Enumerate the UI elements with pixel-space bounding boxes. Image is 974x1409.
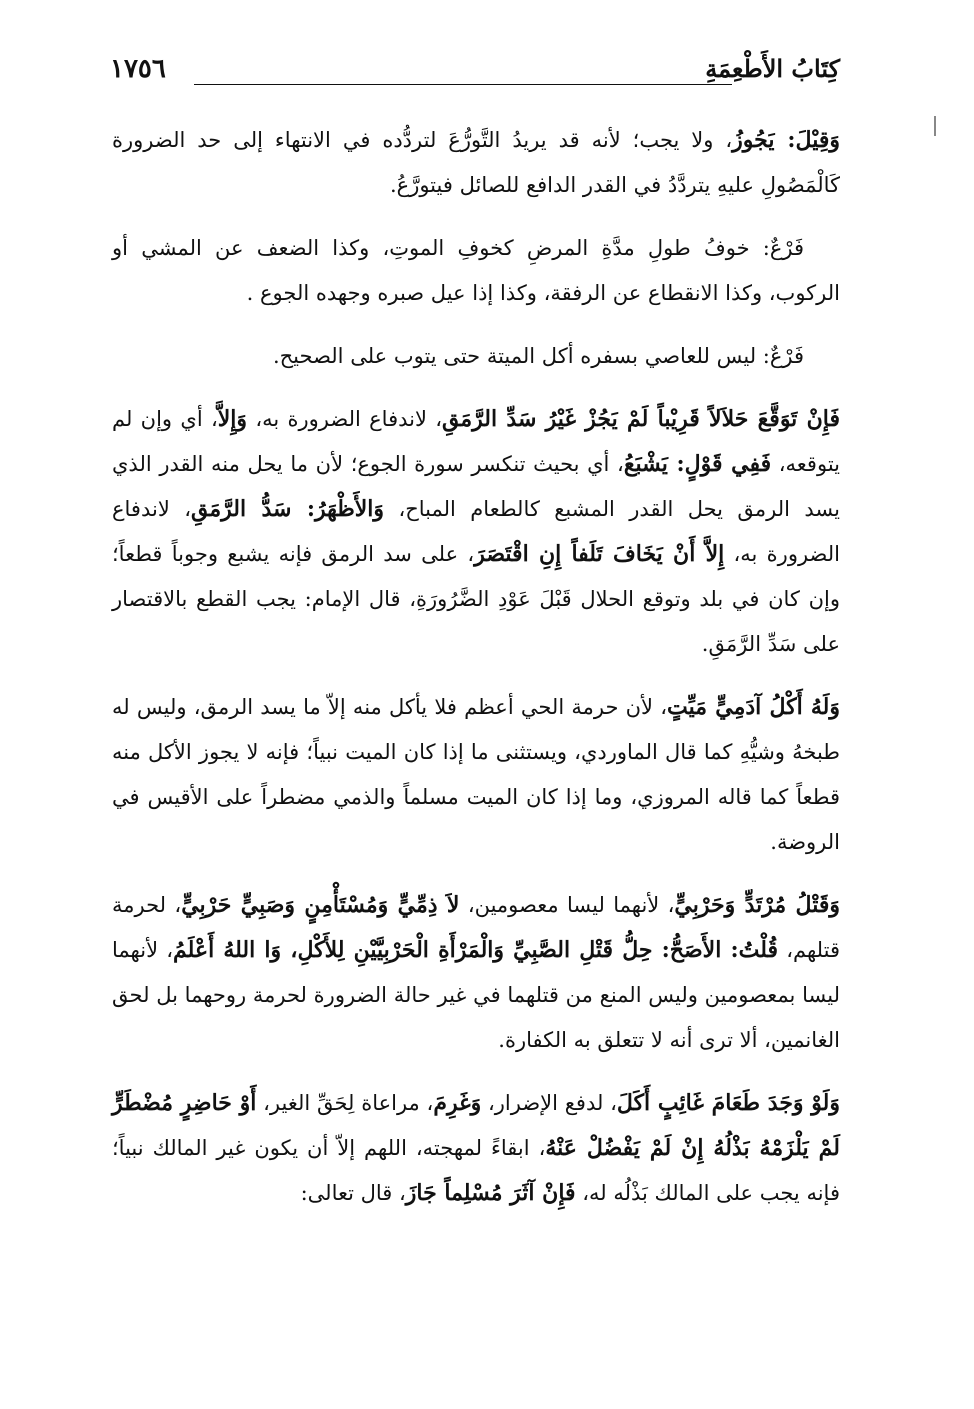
matn-text: وَغَرِمَ [433, 1090, 482, 1116]
running-title: كِتَابُ الأَطْعِمَةِ [705, 54, 840, 83]
page-number: ١٧٥٦ [110, 54, 166, 84]
matn-text: أَوْ حَاضِرٍ مُضْطَرٍّ لَمْ يَلْزَمْهُ بَذْلُهُ إِنْ لَمْ يَفْضُلْ عَنْهُ [112, 1090, 840, 1161]
sharh-text: ، لاندفاع الضرورة به، [247, 407, 443, 431]
paragraph [112, 226, 840, 316]
sharh-text: ، لدفع الإضرار، [481, 1091, 617, 1115]
matn-text: قُلْتُ: الأَصَحُّ: حِلُّ قَتْلِ الصَّبِيِّ وَالْمَرْأَةِ الْحَرْبِيَّيْنِ لِلأَكْلِ، وَا اللهُ أَعْلَمُ [173, 937, 779, 963]
matn-text: وَقِيْلَ: يَجُوزُ [732, 127, 840, 153]
matn-text: وَالأَظْهَرُ: سَدُّ الرَّمَقِ [191, 496, 385, 522]
sharh-text: ، لأنهما ليسا معصومين، [459, 893, 675, 917]
paragraph [112, 685, 840, 865]
sharh-text: فَرْعٌ: ليس للعاصي بسفره أكل الميتة حتى يتوب على الصحيح. [272, 344, 804, 368]
margin-mark [934, 116, 936, 136]
sharh-text: ، على سد الرمق فإنه يشبع وجوباً قطعاً؛ وإن كان في بلد وتوقع الحلال قَبْلَ عَوْدِ الضَّرُورَةِ، قال الإمام: يجب القطع بالاقتصار على سَدِّ الرَّمَقِ. [112, 542, 840, 656]
sharh-text: ، لاندفاع الضرورة به، [112, 497, 840, 566]
paragraph [112, 118, 840, 208]
sharh-text: ، ولا يجب؛ لأنه قد يريدُ التَّورُّعَ لتردُّده في الانتهاء إلى حد الضرورة [112, 128, 733, 152]
sharh-text: كَالْمَصُولِ عليهِ يتردَّدُ في القدر الدافع للصائل فيتورَّعُ. [389, 173, 840, 197]
page-body [112, 118, 840, 1234]
matn-text: فَإِنْ تَوَقَّعَ حَلاَلاً قَرِيْباً لَمْ يَجُزْ غَيْرُ سَدِّ الرَّمَقِ [442, 406, 840, 432]
matn-text: فَفِي قَوْلٍ: يَشْبَعُ [623, 451, 772, 477]
sharh-text: ، لحرمة قتلهم، [112, 893, 841, 962]
paragraph [112, 334, 840, 379]
matn-text: وَلَهُ أَكْلُ آدَمِيٍّ مَيِّتٍ [667, 694, 840, 720]
paragraph [112, 397, 840, 667]
matn-text: وَإِلاَّ [217, 406, 248, 432]
sharh-text: ، أي بحيث تنكسر سورة الجوع؛ لأن ما يحل منه القدر الذي يسد الرمق يحل القدر المشبع كالطعام المباح، [112, 452, 840, 521]
page-header [110, 52, 840, 100]
matn-text: فَإِنْ آثَرَ مُسْلِماً جَازَ [405, 1180, 576, 1206]
matn-text: لاَ ذِمِّيٍّ وَمُسْتَأْمِنٍ وَصَبِيٍّ حَرْبِيٍّ [181, 892, 460, 918]
sharh-text: ، أي وإن لم يتوقعه، [112, 407, 840, 476]
sharh-text: ، لأن حرمة الحي أعظم فلا يأكل منه إلاّ ما يسد الرمق، وليس له طبخهُ وشيُّهِ كما قال الماوردي، ويستثنى ما إذا كان الميت نبياً؛ فإنه لا يجوز الأكل منه قطعاً كما قاله المروزي، وما إذا كان الميت مسلماً والذمي مضطراً على الأقيس في الروضة. [112, 695, 840, 854]
matn-text: إِلاَّ أَنْ يَخَافَ تَلَفاً إِنِ اقْتَصَرَ [474, 541, 725, 567]
paragraph [112, 1081, 840, 1216]
paragraph [112, 883, 840, 1063]
header-rule [194, 84, 732, 85]
sharh-text: ، مراعاة لِحَقِّ الغير، [256, 1091, 434, 1115]
sharh-text: ، لأنهما ليسا بمعصومين وليس المنع من قتلهما في غير حالة الضرورة لحرمة روحهما بل لحق الغانمين، ألا ترى أنه لا تتعلق به الكفارة. [112, 938, 840, 1052]
matn-text: وَلَوْ وَجَدَ طَعَامَ غَائِبٍ أَكَلَ [616, 1090, 840, 1116]
matn-text: وَقَتْلُ مُرْتَدٍّ وَحَرْبِيٍّ [674, 892, 840, 918]
sharh-text: ، ابقاءً لمهجته، اللهم إلاّ أن يكون غير المالك نبياً؛ فإنه يجب على المالك بَذْلُه له، [112, 1136, 840, 1205]
sharh-text: فَرْعٌ: خوفُ طولِ مدَّةِ المرضِ كخوفِ الموتِ، وكذا الضعف عن المشي أو الركوب، وكذا الانقطاع عن الرفقة، وكذا إذا عيل صبره وجهده الجوع . [112, 236, 840, 305]
sharh-text: ، قال تعالى: [300, 1181, 406, 1205]
